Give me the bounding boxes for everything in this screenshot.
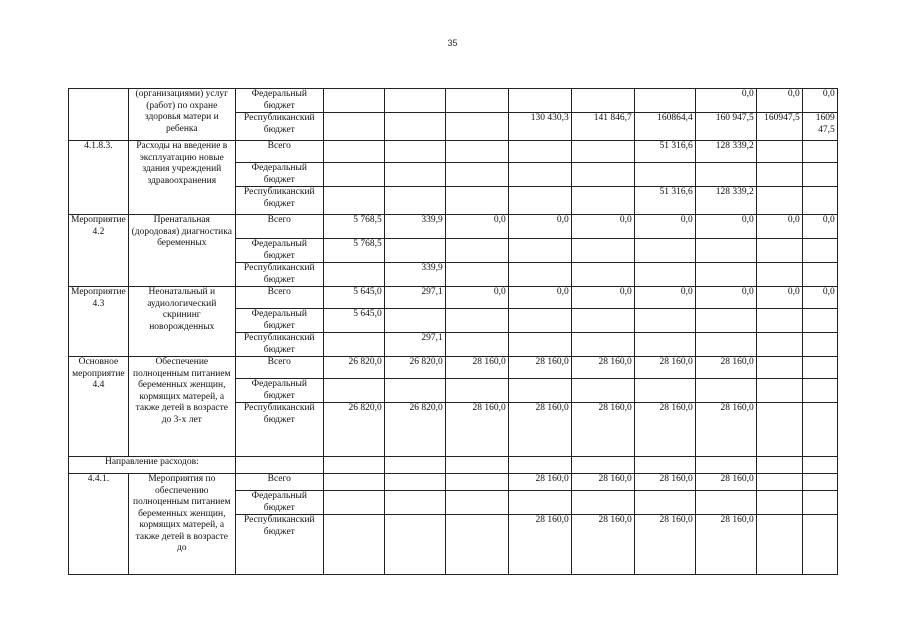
code-cell: Мероприятие 4.2 <box>69 215 129 287</box>
source-cell: Всего <box>235 474 323 491</box>
value-cell: 0,0 <box>695 89 756 113</box>
source-cell: Республиканский бюджет <box>235 333 323 357</box>
table-row <box>69 474 838 491</box>
table-row <box>69 141 838 163</box>
value-cell: 0,0 <box>756 89 802 113</box>
table-row <box>69 357 838 379</box>
value-cell: 28 160,0 <box>634 474 695 491</box>
value-cell: 28 160,0 <box>508 403 571 457</box>
value-cell: 26 820,0 <box>323 357 384 379</box>
source-cell: Республиканский бюджет <box>235 515 323 575</box>
code-cell: Мероприятие 4.3 <box>69 287 129 357</box>
source-cell: Всего <box>235 141 323 163</box>
value-cell: 28 160,0 <box>571 474 634 491</box>
value-cell: 0,0 <box>756 215 802 239</box>
source-cell: Республиканский бюджет <box>235 187 323 215</box>
value-cell: 26 820,0 <box>323 403 384 457</box>
value-cell: 5 645,0 <box>323 309 384 333</box>
value-cell: 0,0 <box>508 287 571 309</box>
code-cell: 4.4.1. <box>69 474 129 575</box>
value-cell: 28 160,0 <box>508 357 571 379</box>
value-cell: 0,0 <box>802 215 837 239</box>
value-cell: 130 430,3 <box>508 113 571 141</box>
value-cell: 28 160,0 <box>695 357 756 379</box>
value-cell: 0,0 <box>571 215 634 239</box>
name-cell: Пренатальная (дородовая) диагностика беременных <box>128 215 235 287</box>
value-cell: 0,0 <box>756 287 802 309</box>
value-cell: 0,0 <box>571 287 634 309</box>
value-cell: 28 160,0 <box>508 474 571 491</box>
code-cell: 4.1.8.3. <box>69 141 129 215</box>
value-cell: 339,9 <box>384 263 445 287</box>
source-cell: Федеральный бюджет <box>235 491 323 515</box>
direction-label: Направление расходов: <box>69 457 236 474</box>
value-cell: 0,0 <box>508 215 571 239</box>
table-row <box>69 215 838 239</box>
source-cell: Федеральный бюджет <box>235 163 323 187</box>
value-cell: 1609 47,5 <box>802 113 837 141</box>
name-cell: Расходы на введение в эксплуатацию новые здания учреждений здравоохранения <box>128 141 235 215</box>
source-cell: Федеральный бюджет <box>235 239 323 263</box>
value-cell: 0,0 <box>445 287 508 309</box>
value-cell: 339,9 <box>384 215 445 239</box>
code-cell: Основное мероприятие 4.4 <box>69 357 129 457</box>
value-cell: 0,0 <box>695 287 756 309</box>
value-cell: 160864,4 <box>634 113 695 141</box>
value-cell: 28 160,0 <box>571 357 634 379</box>
value-cell: 28 160,0 <box>634 403 695 457</box>
table-row <box>69 457 838 474</box>
source-cell: Республиканский бюджет <box>235 113 323 141</box>
source-cell: Республиканский бюджет <box>235 263 323 287</box>
value-cell: 5 768,5 <box>323 215 384 239</box>
value-cell: 297,1 <box>384 333 445 357</box>
value-cell: 0,0 <box>802 287 837 309</box>
value-cell: 26 820,0 <box>384 357 445 379</box>
value-cell: 28 160,0 <box>634 515 695 575</box>
value-cell: 28 160,0 <box>695 403 756 457</box>
value-cell: 51 316,6 <box>634 141 695 163</box>
value-cell: 0,0 <box>634 215 695 239</box>
budget-table <box>68 88 838 575</box>
page-number: 35 <box>447 38 458 48</box>
value-cell: 0,0 <box>445 215 508 239</box>
value-cell: 28 160,0 <box>695 515 756 575</box>
value-cell: 28 160,0 <box>445 403 508 457</box>
source-cell: Республиканский бюджет <box>235 403 323 457</box>
source-cell: Федеральный бюджет <box>235 379 323 403</box>
value-cell: 28 160,0 <box>695 474 756 491</box>
source-cell: Федеральный бюджет <box>235 89 323 113</box>
value-cell: 28 160,0 <box>571 515 634 575</box>
value-cell: 28 160,0 <box>634 357 695 379</box>
name-cell: Мероприятия по обеспечению полноценным питанием беременных женщин, кормящих матерей, а также детей в возрасте до <box>128 474 235 575</box>
source-cell: Федеральный бюджет <box>235 309 323 333</box>
source-cell: Всего <box>235 357 323 379</box>
name-cell: (организациями) услуг (работ) по охране здоровья матери и ребенка <box>128 89 235 141</box>
table-row <box>69 89 838 113</box>
table-row <box>69 287 838 309</box>
source-cell: Всего <box>235 215 323 239</box>
value-cell: 28 160,0 <box>571 403 634 457</box>
value-cell: 28 160,0 <box>508 515 571 575</box>
value-cell: 28 160,0 <box>445 357 508 379</box>
name-cell: Обеспечение полноценным питанием беременных женщин, кормящих матерей, а также детей в возрасте до 3-х лет <box>128 357 235 457</box>
value-cell: 297,1 <box>384 287 445 309</box>
value-cell: 160947,5 <box>756 113 802 141</box>
value-cell: 5 645,0 <box>323 287 384 309</box>
value-cell: 160 947,5 <box>695 113 756 141</box>
code-cell <box>69 89 129 141</box>
value-cell: 26 820,0 <box>384 403 445 457</box>
value-cell: 128 339,2 <box>695 141 756 163</box>
value-cell: 0,0 <box>802 89 837 113</box>
value-cell: 0,0 <box>634 287 695 309</box>
value-cell: 5 768,5 <box>323 239 384 263</box>
name-cell: Неонатальный и аудиологический скрининг новорожденных <box>128 287 235 357</box>
value-cell: 141 846,7 <box>571 113 634 141</box>
value-cell: 0,0 <box>695 215 756 239</box>
value-cell: 51 316,6 <box>634 187 695 215</box>
value-cell: 128 339,2 <box>695 187 756 215</box>
source-cell: Всего <box>235 287 323 309</box>
